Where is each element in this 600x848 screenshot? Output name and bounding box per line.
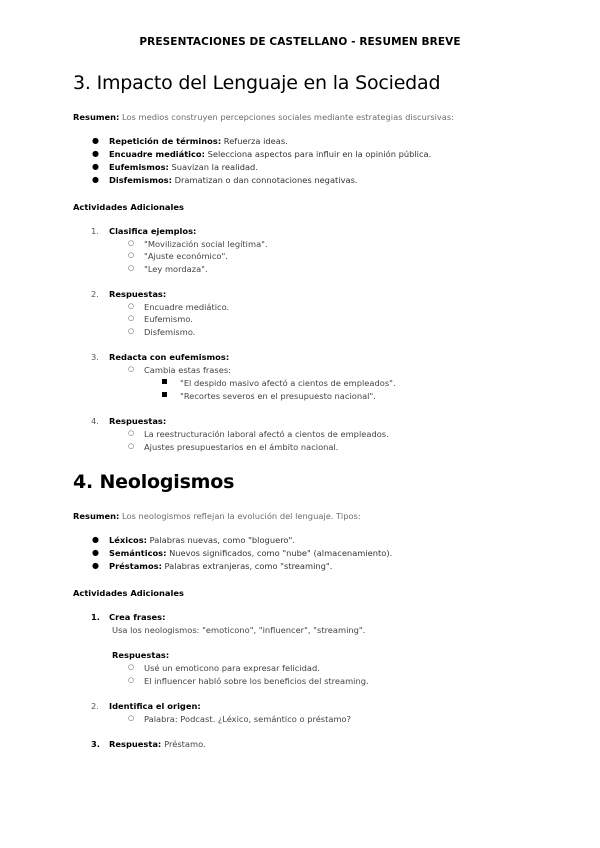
item-text: "Recortes severos en el presupuesto nacional".	[180, 391, 376, 401]
activity-title: Crea frases:	[109, 612, 166, 622]
item-text: Usé un emoticono para expresar felicidad.	[144, 663, 320, 673]
summary-label: Resumen:	[73, 112, 120, 122]
item-text: Palabra: Podcast. ¿Léxico, semántico o préstamo?	[144, 714, 352, 724]
item-text: Disfemismo.	[144, 327, 196, 337]
term: Préstamos:	[109, 561, 162, 571]
term-description: Refuerza ideas.	[223, 136, 288, 146]
bullet-icon: ●	[92, 548, 99, 557]
item-text: "Ajuste económico".	[144, 251, 228, 261]
term: Semánticos:	[109, 548, 167, 558]
circle-bullet-icon: ○	[128, 365, 135, 373]
circle-bullet-icon: ○	[128, 676, 135, 684]
circle-bullet-icon: ○	[128, 251, 135, 259]
activity-number: 2.	[91, 289, 99, 299]
term-description: Nuevos significados, como "nube" (almacenamiento).	[169, 548, 393, 558]
square-bullet-icon	[162, 392, 167, 397]
item-text: Cambia estas frases:	[144, 365, 231, 375]
item-text: Eufemismo.	[144, 314, 193, 324]
bullet-icon: ●	[92, 149, 99, 158]
activity-title: Redacta con eufemismos:	[109, 352, 230, 362]
activity-title: Clasifica ejemplos:	[109, 226, 197, 236]
responses-heading: Respuestas:	[112, 650, 170, 660]
term-description: Palabras extranjeras, como "streaming".	[164, 561, 333, 571]
circle-bullet-icon: ○	[128, 327, 135, 335]
section-4-heading: 4. Neologismos	[73, 471, 235, 493]
summary-text: Los medios construyen percepciones sociales mediante estrategias discursivas:	[122, 112, 454, 122]
bullet-icon: ●	[92, 175, 99, 184]
term: Léxicos:	[109, 535, 147, 545]
term: Repetición de términos:	[109, 136, 222, 146]
activity-number: 4.	[91, 416, 99, 426]
bullet-icon: ●	[92, 535, 99, 544]
item-text: La reestructuración laboral afectó a cientos de empleados.	[144, 429, 389, 439]
section-3-summary	[73, 112, 454, 122]
circle-bullet-icon: ○	[128, 442, 135, 450]
circle-bullet-icon: ○	[128, 429, 135, 437]
item-text: El influencer habló sobre los beneficios del streaming.	[144, 676, 369, 686]
document-title: PRESENTACIONES DE CASTELLANO - RESUMEN BREVE	[139, 36, 461, 48]
bullet-icon: ●	[92, 136, 99, 145]
activity-number: 1.	[91, 612, 100, 622]
item-text: Encuadre mediático.	[144, 302, 230, 312]
circle-bullet-icon: ○	[128, 264, 135, 272]
activity-number: 3.	[91, 352, 99, 362]
summary-text: Los neologismos reflejan la evolución del lenguaje. Tipos:	[122, 511, 361, 521]
circle-bullet-icon: ○	[128, 239, 135, 247]
item-text: "Ley mordaza".	[144, 264, 208, 274]
section-3-heading: 3. Impacto del Lenguaje en la Sociedad	[73, 72, 441, 94]
term: Eufemismos:	[109, 162, 169, 172]
item-text: Ajustes presupuestarios en el ámbito nacional.	[144, 442, 339, 452]
activity-title: Identifica el origen:	[109, 701, 201, 711]
circle-bullet-icon: ○	[128, 663, 135, 671]
term: Encuadre mediático:	[109, 149, 205, 159]
summary-label: Resumen:	[73, 511, 120, 521]
activity-title: Respuesta:	[109, 739, 162, 749]
circle-bullet-icon: ○	[128, 314, 135, 322]
term: Disfemismos:	[109, 175, 172, 185]
activity-number: 3.	[91, 739, 100, 749]
bullet-icon: ●	[92, 561, 99, 570]
activity-number: 2.	[91, 701, 99, 711]
term-description: Selecciona aspectos para influir en la opinión pública.	[207, 149, 432, 159]
activities-heading: Actividades Adicionales	[73, 202, 184, 212]
activity-number: 1.	[91, 226, 99, 236]
circle-bullet-icon: ○	[128, 302, 135, 310]
activity-title: Respuestas:	[109, 416, 167, 426]
term-description: Suavizan la realidad.	[171, 162, 258, 172]
instruction-text: Usa los neologismos: "emoticono", "influencer", "streaming".	[112, 625, 366, 635]
activity-title: Respuestas:	[109, 289, 167, 299]
answer-text: Préstamo.	[164, 739, 206, 749]
section-4-summary	[73, 511, 361, 521]
bullet-icon: ●	[92, 162, 99, 171]
term-description: Palabras nuevas, como "bloguero".	[149, 535, 295, 545]
square-bullet-icon	[162, 379, 167, 384]
item-text: "El despido masivo afectó a cientos de empleados".	[180, 378, 396, 388]
term-description: Dramatizan o dan connotaciones negativas.	[174, 175, 358, 185]
activities-heading: Actividades Adicionales	[73, 588, 184, 598]
item-text: "Movilización social legítima".	[144, 239, 268, 249]
circle-bullet-icon: ○	[128, 714, 135, 722]
